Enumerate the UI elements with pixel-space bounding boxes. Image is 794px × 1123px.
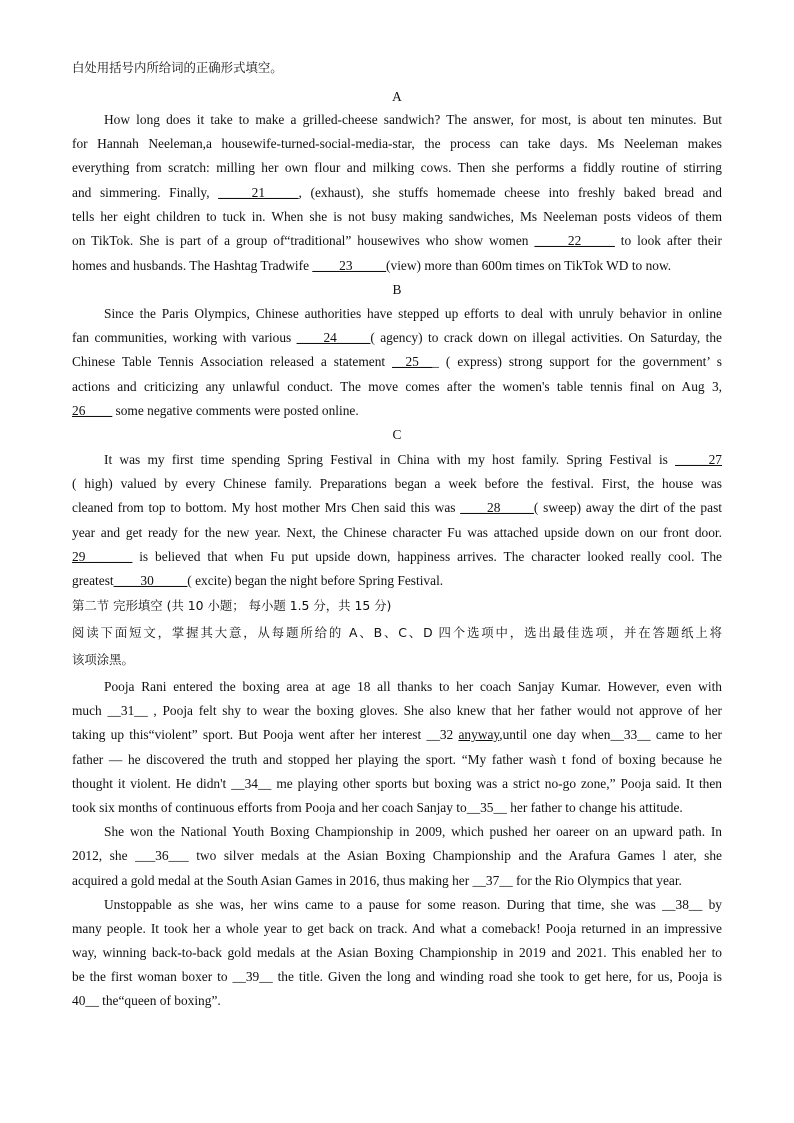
intro-line: 白处用括号内所给词的正确形式填空。 bbox=[72, 60, 283, 75]
cloze-line: way, winning back-to-back gold medals at the Asian Boxing Championship in 2019 and 2021. This enabled her to bbox=[72, 945, 722, 960]
passage-a-line: on TikTok. She is part of a group of“traditional” housewives who show women _____22_____ to look after their bbox=[72, 233, 722, 248]
blank-30[interactable]: ____30_____ bbox=[113, 573, 188, 588]
passage-a-line: everything from scratch: milling her own flour and milking cows. Then she performs a fiddly routine of stirring bbox=[72, 160, 722, 175]
blank-23[interactable]: ____23_____ bbox=[312, 258, 387, 273]
blank-24[interactable]: ____24_____ bbox=[296, 330, 371, 345]
cloze-line: much __31__ , Pooja felt shy to wear the boxing gloves. She also knew that her father would not approve of her bbox=[72, 703, 722, 718]
passage-b-line: actions and criticizing any unlawful conduct. The move comes after the women's table tennis final on Aug 3, bbox=[72, 379, 722, 394]
blank-29[interactable]: 29_______ bbox=[72, 549, 133, 564]
section2-title: 第二节 完形填空 (共 10 小题； 每小题 1.5 分，共 15 分) bbox=[72, 598, 392, 613]
blank-22[interactable]: _____22_____ bbox=[534, 233, 615, 248]
passage-b-heading: B bbox=[392, 282, 402, 297]
passage-a-heading: A bbox=[392, 89, 402, 104]
cloze-line: 40__ the“queen of boxing”. bbox=[72, 993, 221, 1008]
section2-instruction: 阅读下面短文，掌握其大意，从每题所给的 A、B、C、D 四个选项中，选出最佳选项，并在答题纸上将 bbox=[72, 625, 722, 640]
blank-26[interactable]: 26____ bbox=[72, 403, 113, 418]
passage-c-line: year and get ready for the new year. Next, the Chinese character Fu was attached upside down on our front door. bbox=[72, 525, 722, 540]
cloze-line: thought it violent. He didn't __34__ me playing other sports but boxing was a strict no-go zone,” Pooja said. It then bbox=[72, 776, 722, 791]
passage-b-line: 26____ some negative comments were posted online. bbox=[72, 403, 359, 418]
passage-c-line: greatest____30_____( excite) began the night before Spring Festival. bbox=[72, 573, 444, 588]
cloze-line: taking up this“violent” sport. But Pooja went after her interest __32 anyway,until one day when__33__ came to her bbox=[72, 727, 723, 742]
cloze-line: father — he discovered the truth and stopped her playing the sport. “My father wasǹ t fond of boxing because he bbox=[72, 752, 722, 767]
cloze-line: many people. It took her a whole year to get back on track. And what a comeback! Pooja returned in an impressive bbox=[72, 921, 722, 936]
cloze-line: took six months of continuous efforts from Pooja and her coach Sanjay to__35__ her father to change his attitude. bbox=[72, 800, 683, 815]
cloze-line: Unstoppable as she was, her wins came to a pause for some reason. During that time, she was __38__ by bbox=[104, 897, 722, 912]
passage-a-line: How long does it take to make a grilled-cheese sandwich? The answer, for most, is about ten minutes. But bbox=[104, 112, 722, 127]
blank-25[interactable]: __25__ bbox=[392, 354, 433, 369]
passage-c-heading: C bbox=[392, 427, 402, 442]
cloze-line: 2012, she ___36___ two silver medals at the Asian Boxing Championship and the Arafura Games l ater, she bbox=[72, 848, 722, 863]
blank-21[interactable]: _____21_____ bbox=[218, 185, 299, 200]
passage-a-line: tells her eight children to tuck in. When she is not busy making sandwiches, Ms Neeleman posts videos of them bbox=[72, 209, 722, 224]
blank-27[interactable]: _____27 bbox=[675, 452, 722, 467]
section2-instruction-cont: 该项涂黑。 bbox=[72, 652, 134, 667]
blank-28[interactable]: ____28_____ bbox=[460, 500, 534, 515]
passage-b-line: Since the Paris Olympics, Chinese authorities have stepped up efforts to deal with unruly behavior in online bbox=[104, 306, 722, 321]
passage-b-line: Chinese Table Tennis Association released a statement __25___ ( express) strong support for the government’ s bbox=[72, 354, 723, 369]
cloze-line: acquired a gold medal at the South Asian Games in 2016, thus making her __37__ for the Rio Olympics that year. bbox=[72, 873, 682, 888]
passage-a-line: homes and husbands. The Hashtag Tradwife ____23_____(view) more than 600m times on TikTok WD to now. bbox=[72, 258, 672, 273]
passage-c-line: It was my first time spending Spring Festival in China with my host family. Spring Festival is _____27 bbox=[104, 452, 722, 467]
passage-c-line: 29_______ is believed that when Fu put upside down, happiness arrives. The character looked really cool. The bbox=[72, 549, 722, 564]
passage-a-line: for Hannah Neeleman,a housewife-turned-social-media-star, the process can take days. Ms Neeleman makes bbox=[72, 136, 722, 151]
cloze-line: She won the National Youth Boxing Championship in 2009, which pushed her oareer on an upward path. In bbox=[104, 824, 722, 839]
passage-b-line: fan communities, working with various ____24_____( agency) to crack down on illegal activities. On Saturday, the bbox=[72, 330, 722, 345]
cloze-line: be the first woman boxer to __39__ the title. Given the long and winding road she took to get here, for us, Pooja is bbox=[72, 969, 722, 984]
passage-a-line: and simmering. Finally, _____21_____, (exhaust), she stuffs homemade cheese into freshly baked bread and bbox=[72, 185, 722, 200]
passage-c-line: cleaned from top to bottom. My host mother Mrs Chen said this was ____28_____( sweep) away the dirt of the past bbox=[72, 500, 723, 515]
passage-c-line: ( high) valued by every Chinese family. Preparations began a week before the festival. First, the house was bbox=[72, 476, 722, 491]
cloze-line: Pooja Rani entered the boxing area at age 18 all thanks to her coach Sanjay Kumar. However, even with bbox=[104, 679, 722, 694]
